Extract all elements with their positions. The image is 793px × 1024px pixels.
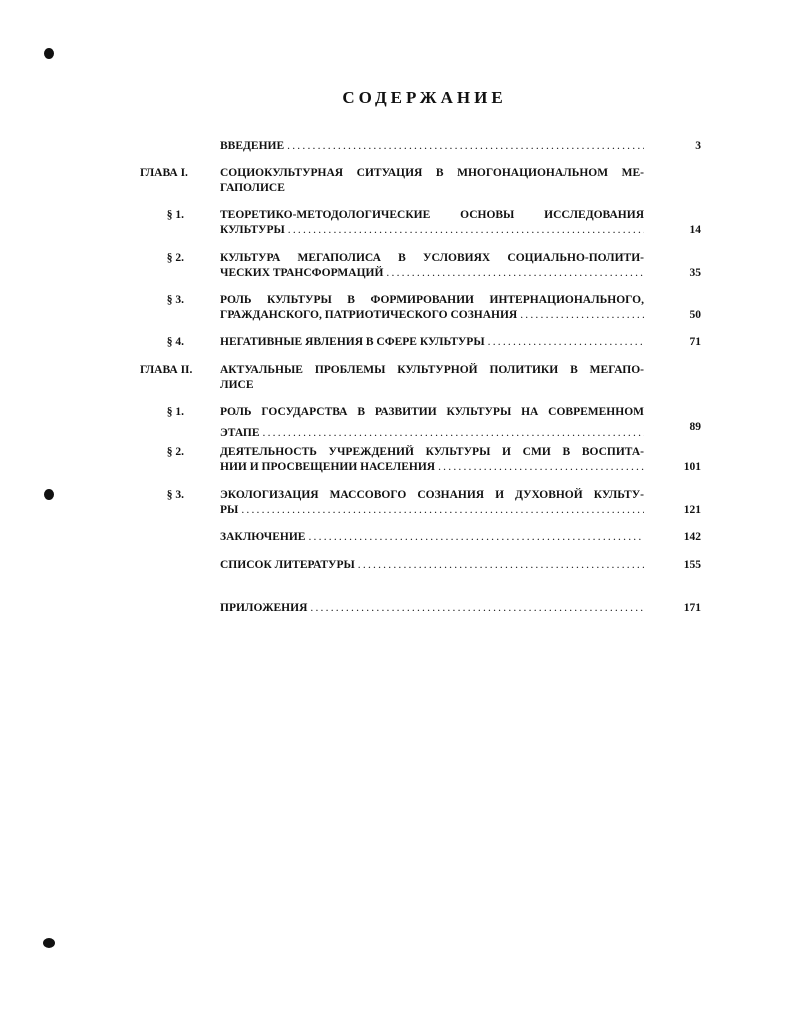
page-number: 50 — [689, 309, 701, 321]
page-title: СОДЕРЖАНИЕ — [342, 88, 507, 107]
dot-leader — [308, 530, 644, 545]
dot-leader — [287, 139, 644, 154]
entry-title-line-2: ЛИСЕ — [220, 379, 254, 391]
section-label: § 3. — [166, 489, 184, 501]
section-label: § 4. — [166, 336, 184, 348]
entry-title: ЗАКЛЮЧЕНИЕ — [220, 531, 306, 543]
chapter-label: ГЛАВА I. — [140, 167, 188, 179]
dot-leader — [241, 503, 644, 518]
entry-title-line-2: КУЛЬТУРЫ — [220, 224, 285, 236]
entry-title-line-1: РОЛЬ КУЛЬТУРЫ В ФОРМИРОВАНИИ ИНТЕРНАЦИОНАЛЬНОГО, — [220, 294, 644, 306]
entry-title-line-1: ТЕОРЕТИКО-МЕТОДОЛОГИЧЕСКИЕ ОСНОВЫ ИССЛЕДОВАНИЯ — [220, 209, 644, 221]
page-number: 171 — [683, 602, 701, 614]
page-number: 35 — [689, 267, 701, 279]
entry-title-line-2: НИИ И ПРОСВЕЩЕНИИ НАСЕЛЕНИЯ — [220, 461, 436, 473]
entry-title-line-1: РОЛЬ ГОСУДАРСТВА В РАЗВИТИИ КУЛЬТУРЫ НА СОВРЕМЕННОМ — [220, 406, 644, 418]
entry-title: ВВЕДЕНИЕ — [220, 140, 285, 152]
chapter-label: ГЛАВА II. — [140, 364, 193, 376]
entry-title-line-1: АКТУАЛЬНЫЕ ПРОБЛЕМЫ КУЛЬТУРНОЙ ПОЛИТИКИ В МЕГАПО- — [220, 364, 644, 376]
dot-leader — [386, 266, 644, 281]
dot-leader — [310, 601, 644, 616]
section-label: § 3. — [166, 294, 184, 306]
dot-leader — [520, 308, 644, 323]
punch-hole-mark-bottom — [43, 938, 55, 948]
punch-hole-mark-top — [44, 48, 54, 59]
punch-hole-mark-middle — [44, 489, 54, 500]
entry-title: ПРИЛОЖЕНИЯ — [220, 602, 308, 614]
page-number: 142 — [683, 531, 701, 543]
page-number: 3 — [695, 140, 701, 152]
dot-leader — [288, 223, 644, 238]
page-number: 155 — [683, 559, 701, 571]
entry-title: СПИСОК ЛИТЕРАТУРЫ — [220, 559, 355, 571]
entry-title-line-1: КУЛЬТУРА МЕГАПОЛИСА В УСЛОВИЯХ СОЦИАЛЬНО-ПОЛИТИ- — [220, 252, 644, 264]
dot-leader — [488, 335, 644, 350]
entry-title-line-2: РЫ — [220, 504, 239, 516]
entry-title-line-2: ЧЕСКИХ ТРАНСФОРМАЦИЙ — [220, 267, 384, 279]
dot-leader — [263, 426, 644, 441]
page-number: 71 — [689, 336, 701, 348]
entry-title-line-1: ДЕЯТЕЛЬНОСТЬ УЧРЕЖДЕНИЙ КУЛЬТУРЫ И СМИ В ВОСПИТА- — [220, 446, 644, 458]
entry-title-line-2: ЭТАПЕ — [220, 427, 260, 439]
page-number: 121 — [683, 504, 701, 516]
section-label: § 1. — [166, 406, 184, 418]
entry-title-line-1: СОЦИОКУЛЬТУРНАЯ СИТУАЦИЯ В МНОГОНАЦИОНАЛЬНОМ МЕ- — [220, 167, 644, 179]
entry-title-line-2: ГРАЖДАНСКОГО, ПАТРИОТИЧЕСКОГО СОЗНАНИЯ — [220, 309, 518, 321]
dot-leader — [358, 558, 644, 573]
entry-title: НЕГАТИВНЫЕ ЯВЛЕНИЯ В СФЕРЕ КУЛЬТУРЫ — [220, 336, 485, 348]
dot-leader — [438, 460, 644, 475]
page-number: 89 — [689, 421, 701, 433]
entry-title-line-1: ЭКОЛОГИЗАЦИЯ МАССОВОГО СОЗНАНИЯ И ДУХОВНОЙ КУЛЬТУ- — [220, 489, 644, 501]
page-number: 14 — [689, 224, 701, 236]
page-number: 101 — [683, 461, 701, 473]
entry-title-line-2: ГАПОЛИСЕ — [220, 182, 285, 194]
section-label: § 1. — [166, 209, 184, 221]
section-label: § 2. — [166, 252, 184, 264]
section-label: § 2. — [166, 446, 184, 458]
